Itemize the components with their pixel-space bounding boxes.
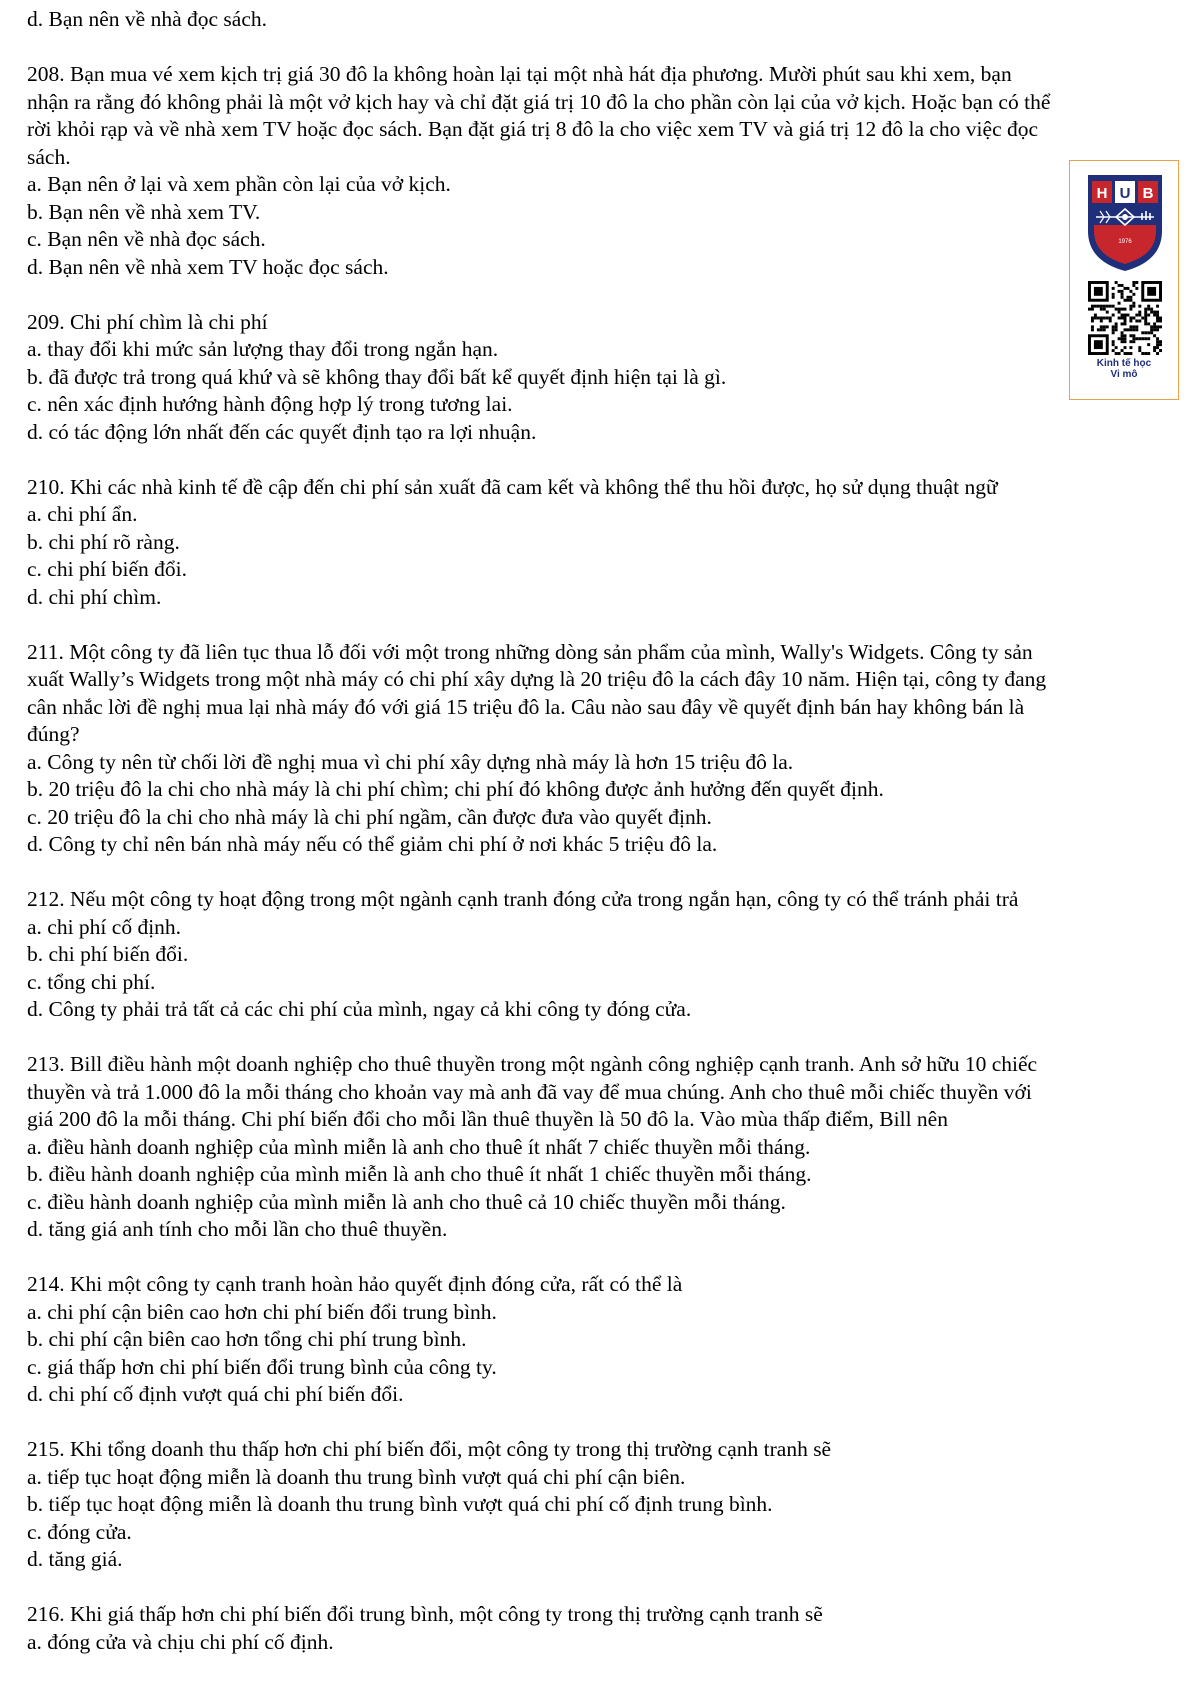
answer-option: a. đóng cửa và chịu chi phí cố định. xyxy=(27,1629,334,1654)
answer-option: c. Bạn nên về nhà đọc sách. xyxy=(27,227,266,251)
logo-caption xyxy=(1070,358,1178,380)
question-stem-line: đúng? xyxy=(27,722,80,746)
answer-option: b. đã được trả trong quá khứ và sẽ không thay đổi bất kể quyết định hiện tại là gì. xyxy=(27,364,727,389)
question-stem-line: 208. Bạn mua vé xem kịch trị giá 30 đô la không hoàn lại tại một nhà hát địa phương. Mười phút sau khi xem, bạn xyxy=(27,62,1012,86)
answer-option: b. chi phí rõ ràng. xyxy=(27,529,180,554)
question-stem-line: 212. Nếu một công ty hoạt động trong một ngành cạnh tranh đóng cửa trong ngắn hạn, công ty có thể tránh phải trả xyxy=(27,887,1019,911)
question-stem-line: 216. Khi giá thấp hơn chi phí biến đổi trung bình, một công ty trong thị trường cạnh tranh sẽ xyxy=(27,1602,823,1626)
question-stem-line: 209. Chi phí chìm là chi phí xyxy=(27,309,268,334)
logo-caption-line2: Vi mô xyxy=(1110,369,1138,380)
question-block xyxy=(27,6,1177,34)
answer-option: c. chi phí biến đổi. xyxy=(27,557,188,581)
shield-letter-h: H xyxy=(1096,185,1108,202)
answer-option: d. Công ty chỉ nên bán nhà máy nếu có thể giảm chi phí ở nơi khác 5 triệu đô la. xyxy=(27,832,718,856)
shield-letter-u: U xyxy=(1119,185,1131,202)
answer-option: b. chi phí cận biên cao hơn tổng chi phí trung bình. xyxy=(27,1327,467,1351)
question-stem-line: rời khỏi rạp và về nhà xem TV hoặc đọc sách. Bạn đặt giá trị 8 đô la cho việc xem TV và giá trị 12 đô la cho việc đọc xyxy=(27,117,1039,141)
qr-code xyxy=(1088,281,1162,355)
question-stem-line: 213. Bill điều hành một doanh nghiệp cho thuê thuyền trong một ngành công nghiệp cạnh tranh. Anh sở hữu 10 chiếc xyxy=(27,1052,1038,1076)
answer-option: c. 20 triệu đô la chi cho nhà máy là chi phí ngầm, cần được đưa vào quyết định. xyxy=(27,804,712,829)
question-block xyxy=(27,1436,1177,1574)
answer-option: d. tăng giá anh tính cho mỗi lần cho thuê thuyền. xyxy=(27,1217,448,1241)
answer-option: b. điều hành doanh nghiệp của mình miễn là anh cho thuê ít nhất 1 chiếc thuyền mỗi tháng. xyxy=(27,1162,812,1186)
answer-option: a. Công ty nên từ chối lời đề nghị mua vì chi phí xây dựng nhà máy là hơn 15 triệu đô la. xyxy=(27,749,794,774)
answer-option: b. 20 triệu đô la chi cho nhà máy là chi phí chìm; chi phí đó không được ảnh hưởng đến quyết định. xyxy=(27,777,884,801)
question-stem-line: giá 200 đô la mỗi tháng. Chi phí biến đổi cho mỗi lần thuê thuyền là 50 đô la. Vào mùa thấp điểm, Bill nên xyxy=(27,1107,948,1131)
question-block xyxy=(27,474,1177,612)
question-stem-line: cân nhắc lời đề nghị mua lại nhà máy đó với giá 15 triệu đô la. Câu nào sau đây về quyết định bán hay không bán là xyxy=(27,694,1025,719)
question-block xyxy=(27,1601,1177,1656)
question-stem-line: 214. Khi một công ty cạnh tranh hoàn hảo quyết định đóng cửa, rất có thể là xyxy=(27,1272,683,1296)
answer-option: a. Bạn nên ở lại và xem phần còn lại của vở kịch. xyxy=(27,172,451,196)
answer-option: c. giá thấp hơn chi phí biến đổi trung bình của công ty. xyxy=(27,1354,497,1379)
answer-option: a. điều hành doanh nghiệp của mình miễn là anh cho thuê ít nhất 7 chiếc thuyền mỗi tháng. xyxy=(27,1134,811,1159)
answer-option: a. chi phí cận biên cao hơn chi phí biến đổi trung bình. xyxy=(27,1299,497,1324)
answer-option: c. điều hành doanh nghiệp của mình miễn là anh cho thuê cả 10 chiếc thuyền mỗi tháng. xyxy=(27,1189,786,1214)
shield-year: 1976 xyxy=(1118,239,1132,245)
question-stem-line: 211. Một công ty đã liên tục thua lỗ đối với một trong những dòng sản phẩm của mình, Wally's Widgets. Công ty sản xyxy=(27,639,1033,664)
answer-option: d. chi phí cố định vượt quá chi phí biến đổi. xyxy=(27,1382,404,1406)
answer-option: b. Bạn nên về nhà xem TV. xyxy=(27,199,261,224)
question-stem-line: 210. Khi các nhà kinh tế đề cập đến chi phí sản xuất đã cam kết và không thể thu hồi được, họ sử dụng thuật ngữ xyxy=(27,474,998,499)
question-stem-line: xuất Wally’s Widgets trong một nhà máy có chi phí xây dựng là 20 triệu đô la cách đây 10 năm. Hiện tại, công ty đang xyxy=(27,667,1047,691)
question-block xyxy=(27,886,1177,1024)
answer-option: c. tổng chi phí. xyxy=(27,969,156,994)
university-shield-logo xyxy=(1086,173,1164,273)
shield-letter-b: B xyxy=(1142,185,1154,202)
answer-option: d. có tác động lớn nhất đến các quyết định tạo ra lợi nhuận. xyxy=(27,419,537,444)
question-stem-line: sách. xyxy=(27,144,71,169)
answer-option: a. chi phí ẩn. xyxy=(27,502,138,526)
answer-option: d. Công ty phải trả tất cả các chi phí của mình, ngay cả khi công ty đóng cửa. xyxy=(27,997,692,1021)
answer-option: d. chi phí chìm. xyxy=(27,584,162,609)
answer-option: b. chi phí biến đổi. xyxy=(27,942,189,966)
answer-option: a. thay đổi khi mức sản lượng thay đổi trong ngắn hạn. xyxy=(27,337,499,361)
question-stem-line: 215. Khi tổng doanh thu thấp hơn chi phí biến đổi, một công ty trong thị trường cạnh tranh sẽ xyxy=(27,1437,832,1461)
document-body xyxy=(27,6,1177,1656)
answer-option: c. nên xác định hướng hành động hợp lý trong tương lai. xyxy=(27,392,513,416)
question-block xyxy=(27,1271,1177,1409)
answer-option: d. Bạn nên về nhà xem TV hoặc đọc sách. xyxy=(27,254,389,279)
logo-caption-line1: Kinh tế học xyxy=(1096,358,1152,369)
answer-option: b. tiếp tục hoạt động miễn là doanh thu trung bình vượt quá chi phí cố định trung bình. xyxy=(27,1492,773,1516)
question-stem-line: thuyền và trả 1.000 đô la mỗi tháng cho khoản vay mà anh đã vay để mua chúng. Anh cho thuê mỗi chiếc thuyền với xyxy=(27,1079,1032,1104)
answer-option: a. chi phí cố định. xyxy=(27,914,182,939)
answer-option: d. Bạn nên về nhà đọc sách. xyxy=(27,7,268,31)
question-block xyxy=(27,639,1177,859)
question-block xyxy=(27,1051,1177,1244)
question-block xyxy=(27,309,1177,447)
answer-option: d. tăng giá. xyxy=(27,1547,123,1571)
answer-option: a. tiếp tục hoạt động miễn là doanh thu trung bình vượt quá chi phí cận biên. xyxy=(27,1464,686,1489)
answer-option: c. đóng cửa. xyxy=(27,1519,132,1544)
logo-card xyxy=(1069,160,1179,400)
question-stem-line: nhận ra rằng đó không phải là một vở kịch hay và chỉ đặt giá trị 10 đô la cho phần còn lại của vở kịch. Hoặc bạn có thể xyxy=(27,89,1051,114)
question-block xyxy=(27,61,1177,281)
